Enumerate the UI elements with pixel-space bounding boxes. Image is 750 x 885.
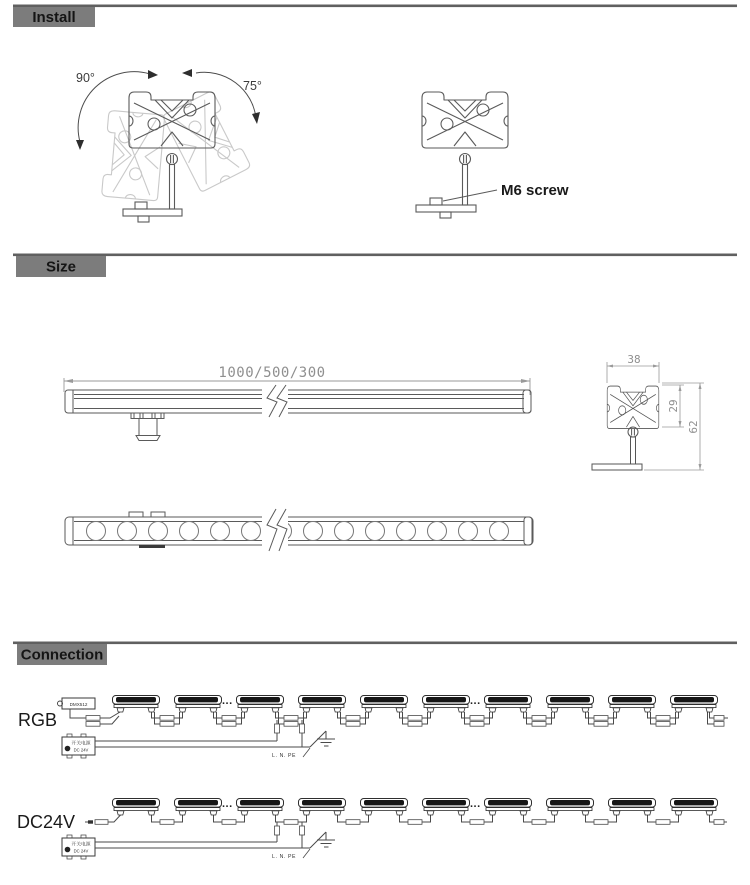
light-bar [237,799,284,816]
continuation-dots: ... [222,798,233,810]
install-rule [13,5,737,8]
psu-label-2: DC 24V [73,747,89,753]
light-bar [485,696,532,713]
dc-wire-gap [586,815,617,824]
light-bar [485,799,532,816]
dmx-input-wiring [70,709,120,726]
size-rule [13,254,737,257]
rgb-wire-gap [586,712,617,726]
rgb-row [18,695,728,759]
rgb-label: RGB [18,710,58,730]
rgb-wire-gap [648,712,679,726]
dc24v-row [17,798,727,860]
size-title: Size [45,258,77,276]
cross-section-profile [607,386,659,429]
rgb-wire-gap [462,712,493,726]
mount-bracket-screw-view [416,154,497,219]
total-height-label: 62 [687,420,700,434]
psu-label-1: 开关电源 [71,741,91,747]
light-bar [299,799,346,816]
light-bar [609,799,656,816]
break-symbol-front [262,509,288,551]
dc-wire-gap [400,815,431,824]
width-label: 38 [627,353,641,366]
dc24v-label: DC24V [17,812,76,832]
rgb-wire-gap [524,712,555,726]
length-label: 1000/500/300 [218,365,326,381]
break-symbol-side [262,385,288,417]
cross-section-bracket [592,427,642,470]
continuation-dots: ... [470,798,481,810]
dc-wire-gap [152,815,183,824]
height-label: 29 [667,399,680,413]
psu-label-2: DC 24V [73,848,89,854]
dc-wire-gap [524,815,555,824]
mains-label: L. N. PE [272,753,297,759]
light-bar [423,799,470,816]
continuation-dots: ... [470,695,481,707]
dc-wire-gap [214,815,245,824]
light-bar [299,696,346,713]
continuation-dots: ... [222,695,233,707]
rgb-wire-gap [338,712,369,726]
light-bar [237,696,284,713]
light-bar [547,696,594,713]
fixture-profile-screw-view [422,92,508,148]
light-bar [609,696,656,713]
rgb-end-wiring [708,712,729,726]
install-header [13,5,737,28]
connection-diagram [17,695,728,860]
rgb-wire-gap [152,712,183,726]
dmx-controller [58,698,96,709]
bar-side-view [65,390,531,441]
light-bar [423,696,470,713]
size-diagram [64,353,704,551]
angle-right-label: 75° [243,79,262,93]
dc-wire-gap [462,815,493,824]
light-bar [113,799,160,816]
install-diagram [76,69,569,222]
dc-end-wiring [710,815,728,824]
rgb-wire-gap [400,712,431,726]
light-bar [113,696,160,713]
mains-wiring-dc [95,822,335,858]
dc-wire-gap [648,815,679,824]
light-bar [175,696,222,713]
screw-label: M6 screw [501,182,569,199]
light-bar [671,799,718,816]
light-bar [361,799,408,816]
led-row [87,522,509,541]
install-title: Install [32,9,76,26]
light-bar [175,799,222,816]
psu-label-1: 开关电源 [71,842,91,848]
connection-title: Connection [20,646,104,664]
bar-front-view [65,512,533,548]
connection-rule [13,642,737,645]
psu-rgb [62,734,95,758]
size-header [13,254,737,278]
light-bar [671,696,718,713]
rgb-wire-gap [214,712,245,726]
psu-dc [62,835,95,859]
mains-wiring-rgb [95,720,335,757]
light-bar [547,799,594,816]
dc-input-wiring [85,815,121,824]
connection-header [13,642,737,666]
fixture-ghost-left [102,110,165,201]
screw-leader-line [443,190,497,201]
fixture-ghost-right [162,90,251,192]
light-bar [361,696,408,713]
angle-left-label: 90° [76,71,95,85]
dc-wire-gap [338,815,369,824]
rotation-arrow-right [182,69,260,124]
dmx-label: DMX512 [69,701,88,707]
mains-label: L. N. PE [272,854,297,860]
